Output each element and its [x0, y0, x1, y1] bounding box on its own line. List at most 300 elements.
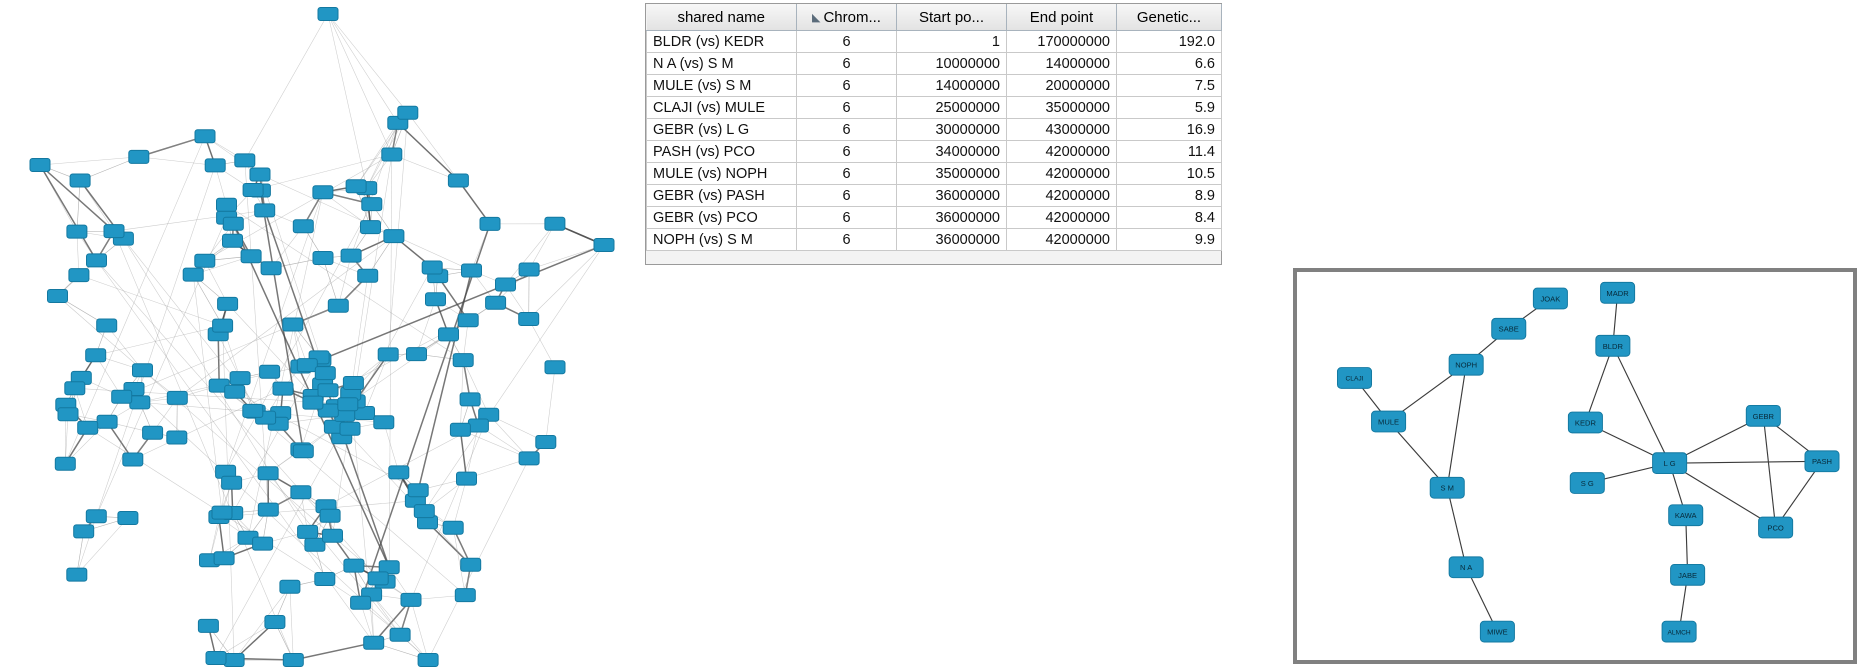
- network-node[interactable]: [214, 552, 234, 565]
- network-node[interactable]: [320, 509, 340, 522]
- network-node[interactable]: [217, 198, 237, 211]
- node-shape[interactable]: [195, 130, 215, 143]
- network-node[interactable]: [426, 293, 446, 306]
- network-node[interactable]: [374, 416, 394, 429]
- node-shape[interactable]: [273, 382, 293, 395]
- node-shape[interactable]: [343, 377, 363, 390]
- shared-segments-table[interactable]: [646, 4, 1222, 251]
- table-header-row: [647, 4, 1222, 31]
- network-node[interactable]: [118, 512, 138, 525]
- table-row[interactable]: [647, 75, 1222, 97]
- node-shape[interactable]: [594, 239, 614, 252]
- node-shape[interactable]: [344, 559, 364, 572]
- network-node[interactable]: [315, 573, 335, 586]
- network-node[interactable]: [305, 538, 325, 551]
- node-shape[interactable]: [253, 537, 273, 550]
- node-shape[interactable]: [123, 453, 143, 466]
- network-node[interactable]: [195, 254, 215, 267]
- network-node[interactable]: [318, 384, 338, 397]
- network-node[interactable]: [323, 529, 343, 542]
- node-shape[interactable]: [364, 636, 384, 649]
- subnetwork-node[interactable]: [1671, 564, 1705, 585]
- network-node[interactable]: [448, 174, 468, 187]
- node-shape[interactable]: [318, 8, 338, 21]
- network-node[interactable]: [97, 415, 117, 428]
- network-node[interactable]: [283, 318, 303, 331]
- network-node[interactable]: [198, 619, 218, 632]
- network-node[interactable]: [455, 589, 475, 602]
- node-shape[interactable]: [67, 568, 87, 581]
- node-shape[interactable]: [86, 510, 106, 523]
- node-shape[interactable]: [225, 385, 245, 398]
- node-shape[interactable]: [48, 290, 68, 303]
- network-node[interactable]: [293, 445, 313, 458]
- main-network-canvas[interactable]: [0, 0, 640, 669]
- network-node[interactable]: [368, 572, 388, 585]
- network-node[interactable]: [104, 225, 124, 238]
- table-row[interactable]: [647, 119, 1222, 141]
- node-shape[interactable]: [130, 396, 150, 409]
- network-node[interactable]: [250, 168, 270, 181]
- column-header-start-point[interactable]: [897, 4, 1007, 31]
- network-node[interactable]: [230, 372, 250, 385]
- subnetwork-node[interactable]: [1449, 557, 1483, 578]
- node-shape[interactable]: [70, 174, 90, 187]
- node-shape[interactable]: [65, 382, 85, 395]
- node-shape[interactable]: [318, 384, 338, 397]
- subnetwork-node[interactable]: [1805, 451, 1839, 472]
- column-header-chromosome[interactable]: [797, 4, 897, 31]
- subnetwork-node[interactable]: [1601, 282, 1635, 303]
- network-node[interactable]: [87, 254, 107, 267]
- node-shape[interactable]: [167, 391, 187, 404]
- network-node[interactable]: [418, 654, 438, 667]
- column-header-end-point[interactable]: [1007, 4, 1117, 31]
- network-node[interactable]: [273, 382, 293, 395]
- node-shape[interactable]: [30, 159, 50, 172]
- network-node[interactable]: [450, 423, 470, 436]
- network-node[interactable]: [291, 486, 311, 499]
- node-shape[interactable]: [346, 180, 366, 193]
- node-label: N A: [1460, 563, 1473, 573]
- node-shape[interactable]: [462, 264, 482, 277]
- subnetwork-node[interactable]: [1449, 354, 1483, 375]
- node-shape[interactable]: [461, 558, 481, 571]
- table-row[interactable]: [647, 53, 1222, 75]
- node-shape[interactable]: [303, 396, 323, 409]
- node-shape[interactable]: [418, 654, 438, 667]
- network-node[interactable]: [97, 319, 117, 332]
- node-shape[interactable]: [323, 529, 343, 542]
- node-shape[interactable]: [293, 445, 313, 458]
- node-shape[interactable]: [414, 505, 434, 518]
- node-shape[interactable]: [224, 654, 244, 667]
- cell-shared-name: MULE (vs) NOPH: [647, 163, 797, 185]
- node-shape[interactable]: [258, 503, 278, 516]
- node-shape[interactable]: [55, 457, 75, 470]
- node-shape[interactable]: [340, 422, 360, 435]
- node-shape[interactable]: [422, 261, 442, 274]
- network-node[interactable]: [255, 204, 275, 217]
- network-node[interactable]: [313, 186, 333, 199]
- cell-genetic: 8.4: [1117, 207, 1222, 229]
- network-node[interactable]: [313, 252, 333, 265]
- network-node[interactable]: [318, 8, 338, 21]
- network-node[interactable]: [378, 348, 398, 361]
- network-node[interactable]: [243, 404, 263, 417]
- node-shape[interactable]: [315, 367, 335, 380]
- node-shape[interactable]: [536, 436, 556, 449]
- node-shape[interactable]: [280, 580, 300, 593]
- node-shape[interactable]: [426, 293, 446, 306]
- subnetwork-node[interactable]: [1568, 412, 1602, 433]
- node-shape[interactable]: [448, 174, 468, 187]
- network-node[interactable]: [545, 361, 565, 374]
- network-node[interactable]: [55, 457, 75, 470]
- node-shape[interactable]: [133, 364, 153, 377]
- network-node[interactable]: [213, 319, 233, 332]
- node-shape[interactable]: [222, 476, 242, 489]
- node-shape[interactable]: [183, 268, 203, 281]
- node-shape[interactable]: [243, 404, 263, 417]
- table-row[interactable]: [647, 141, 1222, 163]
- node-shape[interactable]: [378, 348, 398, 361]
- network-node[interactable]: [338, 398, 358, 411]
- node-shape[interactable]: [351, 596, 371, 609]
- network-node[interactable]: [351, 596, 371, 609]
- node-shape[interactable]: [217, 198, 237, 211]
- network-node[interactable]: [86, 349, 106, 362]
- node-shape[interactable]: [195, 254, 215, 267]
- network-node[interactable]: [384, 230, 404, 243]
- network-node[interactable]: [258, 503, 278, 516]
- network-node[interactable]: [235, 154, 255, 167]
- node-shape[interactable]: [293, 220, 313, 233]
- node-shape[interactable]: [143, 426, 163, 439]
- network-node[interactable]: [362, 198, 382, 211]
- node-shape[interactable]: [235, 154, 255, 167]
- table-row[interactable]: [647, 31, 1222, 53]
- node-shape[interactable]: [519, 263, 539, 276]
- subnetwork-node[interactable]: [1533, 288, 1567, 309]
- network-node[interactable]: [328, 299, 348, 312]
- network-node[interactable]: [212, 506, 232, 519]
- node-shape[interactable]: [519, 452, 539, 465]
- node-shape[interactable]: [545, 217, 565, 230]
- network-node[interactable]: [265, 616, 285, 629]
- node-shape[interactable]: [250, 168, 270, 181]
- network-node[interactable]: [298, 525, 318, 538]
- subnetwork-node[interactable]: [1372, 411, 1406, 432]
- network-node[interactable]: [280, 580, 300, 593]
- network-node[interactable]: [143, 426, 163, 439]
- network-node[interactable]: [86, 510, 106, 523]
- cell-genetic: 6.6: [1117, 53, 1222, 75]
- subnetwork-node[interactable]: [1430, 477, 1464, 498]
- node-shape[interactable]: [368, 572, 388, 585]
- main-network-edges: [40, 14, 604, 660]
- subnetwork-node[interactable]: [1337, 368, 1371, 389]
- node-shape[interactable]: [545, 361, 565, 374]
- subnetwork-node[interactable]: [1492, 318, 1526, 339]
- node-shape[interactable]: [129, 150, 149, 163]
- network-node[interactable]: [225, 385, 245, 398]
- network-node[interactable]: [258, 467, 278, 480]
- network-node[interactable]: [496, 278, 516, 291]
- node-shape[interactable]: [519, 313, 539, 326]
- network-node[interactable]: [303, 396, 323, 409]
- node-shape[interactable]: [341, 249, 361, 262]
- node-shape[interactable]: [283, 318, 303, 331]
- node-shape[interactable]: [218, 297, 238, 310]
- table-row[interactable]: [647, 229, 1222, 251]
- shared-segments-table-panel[interactable]: [645, 3, 1222, 265]
- node-shape[interactable]: [223, 234, 243, 247]
- node-shape[interactable]: [384, 230, 404, 243]
- node-shape[interactable]: [78, 421, 98, 434]
- network-node[interactable]: [315, 367, 335, 380]
- node-shape[interactable]: [315, 573, 335, 586]
- node-shape[interactable]: [468, 419, 488, 432]
- node-shape[interactable]: [212, 506, 232, 519]
- network-node[interactable]: [167, 431, 187, 444]
- network-node[interactable]: [358, 269, 378, 282]
- network-node[interactable]: [261, 262, 281, 275]
- network-node[interactable]: [222, 476, 242, 489]
- network-node[interactable]: [58, 408, 78, 421]
- network-node[interactable]: [468, 419, 488, 432]
- network-node[interactable]: [69, 269, 89, 282]
- network-node[interactable]: [344, 559, 364, 572]
- network-node[interactable]: [183, 268, 203, 281]
- network-node[interactable]: [461, 558, 481, 571]
- network-node[interactable]: [389, 466, 409, 479]
- node-shape[interactable]: [283, 654, 303, 667]
- network-node[interactable]: [167, 391, 187, 404]
- network-node[interactable]: [480, 217, 500, 230]
- network-node[interactable]: [65, 382, 85, 395]
- network-node[interactable]: [457, 472, 477, 485]
- node-shape[interactable]: [486, 296, 506, 309]
- subnetwork-canvas[interactable]: [1297, 272, 1853, 660]
- network-node[interactable]: [382, 148, 402, 161]
- network-node[interactable]: [74, 525, 94, 538]
- node-shape[interactable]: [453, 354, 473, 367]
- network-node[interactable]: [123, 453, 143, 466]
- column-header-shared-name[interactable]: [647, 4, 797, 31]
- node-shape[interactable]: [398, 106, 418, 119]
- network-node[interactable]: [458, 314, 478, 327]
- network-node[interactable]: [519, 452, 539, 465]
- node-label: S G: [1580, 478, 1594, 488]
- node-shape[interactable]: [255, 204, 275, 217]
- node-shape[interactable]: [361, 221, 381, 234]
- network-node[interactable]: [223, 217, 243, 230]
- network-node[interactable]: [130, 396, 150, 409]
- node-shape[interactable]: [362, 198, 382, 211]
- network-node[interactable]: [133, 364, 153, 377]
- node-shape[interactable]: [328, 299, 348, 312]
- node-shape[interactable]: [213, 319, 233, 332]
- network-node[interactable]: [67, 568, 87, 581]
- subnetwork-node[interactable]: [1480, 621, 1514, 642]
- network-node[interactable]: [398, 106, 418, 119]
- network-node[interactable]: [243, 184, 263, 197]
- network-node[interactable]: [408, 484, 428, 497]
- network-node[interactable]: [241, 250, 261, 263]
- network-node[interactable]: [78, 421, 98, 434]
- network-node[interactable]: [48, 290, 68, 303]
- node-shape[interactable]: [214, 552, 234, 565]
- subnetwork-node[interactable]: [1653, 453, 1687, 474]
- network-node[interactable]: [343, 377, 363, 390]
- node-shape[interactable]: [291, 486, 311, 499]
- node-shape[interactable]: [97, 319, 117, 332]
- network-node[interactable]: [206, 652, 226, 665]
- node-shape[interactable]: [480, 217, 500, 230]
- node-shape[interactable]: [118, 512, 138, 525]
- node-shape[interactable]: [297, 359, 317, 372]
- node-shape[interactable]: [313, 252, 333, 265]
- network-node[interactable]: [422, 261, 442, 274]
- node-shape[interactable]: [243, 184, 263, 197]
- network-node[interactable]: [297, 359, 317, 372]
- node-shape[interactable]: [104, 225, 124, 238]
- filter-icon[interactable]: ◣: [812, 12, 821, 25]
- network-node[interactable]: [346, 180, 366, 193]
- node-shape[interactable]: [313, 186, 333, 199]
- node-shape[interactable]: [198, 619, 218, 632]
- node-shape[interactable]: [97, 415, 117, 428]
- network-node[interactable]: [401, 593, 421, 606]
- network-node[interactable]: [453, 354, 473, 367]
- node-shape[interactable]: [67, 225, 87, 238]
- node-shape[interactable]: [74, 525, 94, 538]
- network-node[interactable]: [253, 537, 273, 550]
- network-node[interactable]: [30, 159, 50, 172]
- network-node[interactable]: [361, 221, 381, 234]
- table-row[interactable]: [647, 163, 1222, 185]
- node-shape[interactable]: [401, 593, 421, 606]
- node-shape[interactable]: [382, 148, 402, 161]
- node-shape[interactable]: [457, 472, 477, 485]
- node-shape[interactable]: [261, 262, 281, 275]
- node-shape[interactable]: [112, 390, 132, 403]
- column-header-genetic[interactable]: [1117, 4, 1222, 31]
- node-shape[interactable]: [258, 467, 278, 480]
- selected-subnetwork-view[interactable]: [1293, 268, 1857, 664]
- cell-end-point: 35000000: [1007, 97, 1117, 119]
- table-row[interactable]: [647, 207, 1222, 229]
- node-shape[interactable]: [338, 398, 358, 411]
- network-node[interactable]: [407, 348, 427, 361]
- node-shape[interactable]: [265, 616, 285, 629]
- node-shape[interactable]: [407, 348, 427, 361]
- network-node[interactable]: [364, 636, 384, 649]
- cell-shared-name: GEBR (vs) PASH: [647, 185, 797, 207]
- network-node[interactable]: [519, 263, 539, 276]
- network-node[interactable]: [462, 264, 482, 277]
- network-node[interactable]: [340, 422, 360, 435]
- network-edge: [321, 245, 604, 360]
- network-node[interactable]: [443, 521, 463, 534]
- node-shape[interactable]: [223, 217, 243, 230]
- network-node[interactable]: [594, 239, 614, 252]
- node-shape[interactable]: [408, 484, 428, 497]
- network-node[interactable]: [283, 654, 303, 667]
- node-shape[interactable]: [439, 328, 459, 341]
- node-shape[interactable]: [205, 159, 225, 172]
- network-node[interactable]: [218, 297, 238, 310]
- node-shape[interactable]: [58, 408, 78, 421]
- network-node[interactable]: [486, 296, 506, 309]
- network-node[interactable]: [460, 393, 480, 406]
- table-row[interactable]: [647, 97, 1222, 119]
- subnetwork-node[interactable]: [1746, 405, 1780, 426]
- node-shape[interactable]: [390, 628, 410, 641]
- network-node[interactable]: [224, 654, 244, 667]
- network-node[interactable]: [205, 159, 225, 172]
- network-node[interactable]: [195, 130, 215, 143]
- network-node[interactable]: [293, 220, 313, 233]
- node-shape[interactable]: [389, 466, 409, 479]
- network-node[interactable]: [390, 628, 410, 641]
- network-node[interactable]: [129, 150, 149, 163]
- node-shape[interactable]: [260, 365, 280, 378]
- network-node[interactable]: [70, 174, 90, 187]
- node-shape[interactable]: [305, 538, 325, 551]
- node-shape[interactable]: [87, 254, 107, 267]
- node-shape[interactable]: [458, 314, 478, 327]
- table-row[interactable]: [647, 185, 1222, 207]
- node-shape[interactable]: [455, 589, 475, 602]
- subnetwork-node[interactable]: [1669, 505, 1703, 526]
- node-shape[interactable]: [496, 278, 516, 291]
- node-shape[interactable]: [320, 509, 340, 522]
- node-shape[interactable]: [86, 349, 106, 362]
- node-shape[interactable]: [374, 416, 394, 429]
- node-shape[interactable]: [206, 652, 226, 665]
- table-body[interactable]: [647, 31, 1222, 251]
- network-node[interactable]: [67, 225, 87, 238]
- network-node[interactable]: [536, 436, 556, 449]
- subnetwork-node[interactable]: [1662, 621, 1696, 642]
- network-node[interactable]: [341, 249, 361, 262]
- node-shape[interactable]: [450, 423, 470, 436]
- network-node[interactable]: [414, 505, 434, 518]
- node-shape[interactable]: [298, 525, 318, 538]
- network-node[interactable]: [223, 234, 243, 247]
- cell-end-point: 42000000: [1007, 185, 1117, 207]
- node-shape[interactable]: [241, 250, 261, 263]
- network-node[interactable]: [519, 313, 539, 326]
- main-network-nodes[interactable]: [30, 8, 614, 667]
- subnetwork-node[interactable]: [1570, 473, 1604, 494]
- node-shape[interactable]: [443, 521, 463, 534]
- network-node[interactable]: [439, 328, 459, 341]
- network-node[interactable]: [260, 365, 280, 378]
- node-shape[interactable]: [167, 431, 187, 444]
- node-shape[interactable]: [358, 269, 378, 282]
- network-node[interactable]: [545, 217, 565, 230]
- node-shape[interactable]: [460, 393, 480, 406]
- network-node[interactable]: [112, 390, 132, 403]
- node-shape[interactable]: [230, 372, 250, 385]
- node-shape[interactable]: [69, 269, 89, 282]
- main-network-view[interactable]: [0, 0, 640, 669]
- subnetwork-node[interactable]: [1759, 517, 1793, 538]
- subnetwork-node[interactable]: [1596, 335, 1630, 356]
